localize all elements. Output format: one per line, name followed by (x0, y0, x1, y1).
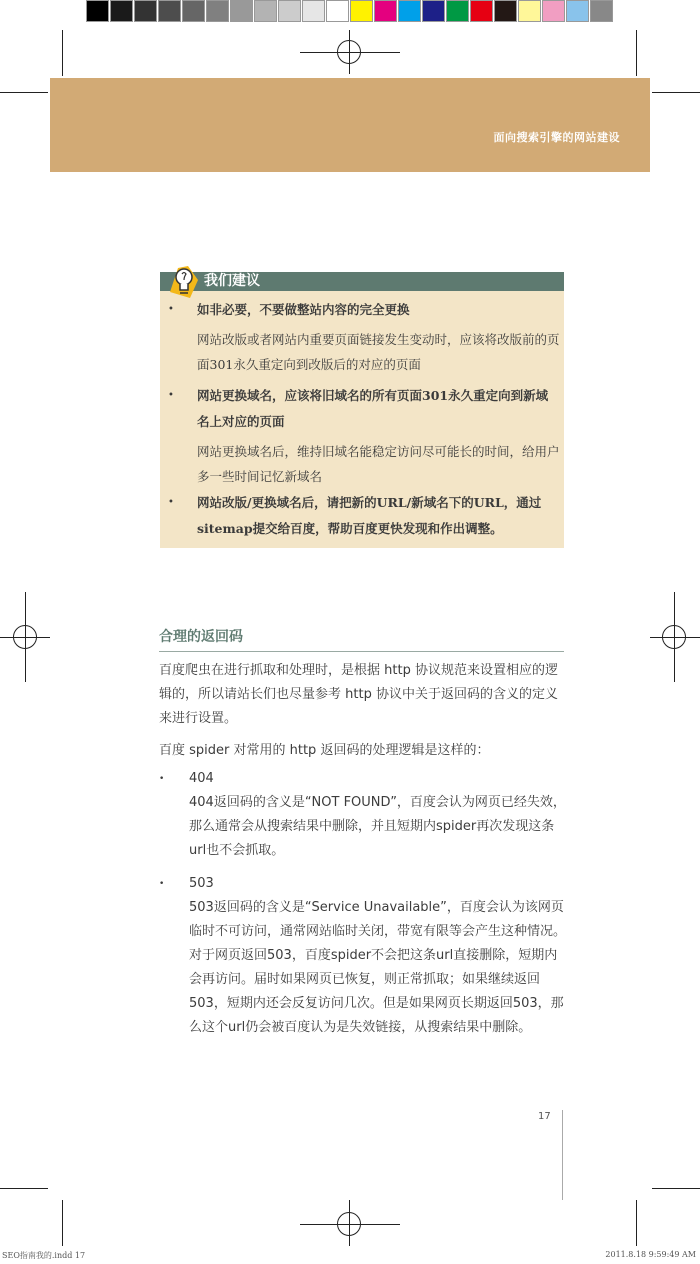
page-number-rule (562, 1110, 563, 1200)
crop-mark (62, 30, 63, 76)
bullet: • (168, 304, 174, 315)
paragraph: 百度 spider 对常用的 http 返回码的处理逻辑是这样的： (159, 743, 490, 758)
color-swatch (278, 0, 301, 22)
section-title: 合理的返回码 (159, 629, 243, 645)
registration-mark (337, 1212, 361, 1236)
color-swatch (542, 0, 565, 22)
color-swatch (254, 0, 277, 22)
color-swatch (494, 0, 517, 22)
color-swatch (158, 0, 181, 22)
advice-item-title: 网站改版/更换域名后，请把新的URL/新域名下的URL，通过sitemap提交给百度，帮助百度更快发现和作出调整。 (197, 495, 542, 536)
crop-mark (636, 30, 637, 76)
crop-mark (0, 1188, 48, 1189)
crop-mark (636, 1200, 637, 1246)
status-code: 404 (189, 771, 214, 786)
crop-mark (652, 92, 700, 93)
color-swatch (134, 0, 157, 22)
registration-mark (337, 40, 361, 64)
advice-item-title: 网站更换域名，应该将旧域名的所有页面301永久重定向到新域名上对应的页面 (197, 388, 549, 429)
bullet: • (159, 774, 165, 784)
advice-title: 我们建议 (204, 273, 260, 289)
status-code: 503 (189, 876, 214, 891)
advice-item-desc: 网站改版或者网站内重要页面链接发生变动时，应该将改版前的页面301永久重定向到改版后的对应的页面 (197, 332, 560, 372)
list-item (159, 874, 569, 1040)
color-swatch (422, 0, 445, 22)
color-swatch (302, 0, 325, 22)
footer-timestamp: 2011.8.18 9:59:49 AM (605, 1250, 696, 1259)
list-item (159, 769, 569, 863)
footer-filename: SEO指南我的.indd 17 (2, 1251, 86, 1260)
advice-item (168, 490, 560, 542)
crop-mark (652, 1188, 700, 1189)
bullet: • (168, 390, 174, 401)
lightbulb-icon (164, 262, 204, 302)
advice-item-title: 如非必要，不要做整站内容的完全更换 (197, 302, 410, 317)
crop-mark (62, 1200, 63, 1246)
color-swatch (326, 0, 349, 22)
section-divider (159, 651, 564, 652)
color-swatch (398, 0, 421, 22)
bullet: • (159, 879, 165, 889)
advice-item-desc: 网站更换域名后，维持旧域名能稳定访问尽可能长的时间，给用户多一些时间记忆新域名 (197, 444, 560, 484)
color-swatch (206, 0, 229, 22)
registration-mark (662, 625, 686, 649)
header-title: 面向搜索引擎的网站建设 (493, 131, 620, 144)
color-swatch (566, 0, 589, 22)
bullet: • (168, 497, 174, 508)
color-swatch (470, 0, 493, 22)
status-code-desc: 503返回码的含义是“Service Unavailable”，百度会认为该网页临时不可访问，通常网站临时关闭，带宽有限等会产生这种情况。对于网页返回503，百度spider不会把这条url直接删除，短期内会再访问。届时如果网页已恢复，则正常抓取；如果继续返回503，短期内还会反复访问几次。但是如果网页长期返回503，那么这个url仍会被百度认为是失效链接，从搜索结果中删除。 (189, 900, 567, 1035)
status-code-desc: 404返回码的含义是“NOT FOUND”，百度会认为网页已经失效，那么通常会从搜索结果中删除，并且短期内spider再次发现这条url也不会抓取。 (189, 795, 566, 858)
color-swatch (446, 0, 469, 22)
color-swatch (230, 0, 253, 22)
registration-mark (13, 625, 37, 649)
advice-item (168, 383, 560, 489)
color-swatch (350, 0, 373, 22)
color-swatch (182, 0, 205, 22)
color-calibration-bar (86, 0, 614, 24)
color-swatch (110, 0, 133, 22)
page-number: 17 (538, 1111, 551, 1122)
paragraph: 百度爬虫在进行抓取和处理时，是根据 http 协议规范来设置相应的逻辑的，所以请站长们也尽量参考 http 协议中关于返回码的含义的定义来进行设置。 (159, 663, 558, 726)
color-swatch (518, 0, 541, 22)
header-band (50, 78, 650, 172)
color-swatch (590, 0, 613, 22)
color-swatch (374, 0, 397, 22)
advice-item (168, 297, 560, 377)
color-swatch (86, 0, 109, 22)
crop-mark (0, 92, 48, 93)
